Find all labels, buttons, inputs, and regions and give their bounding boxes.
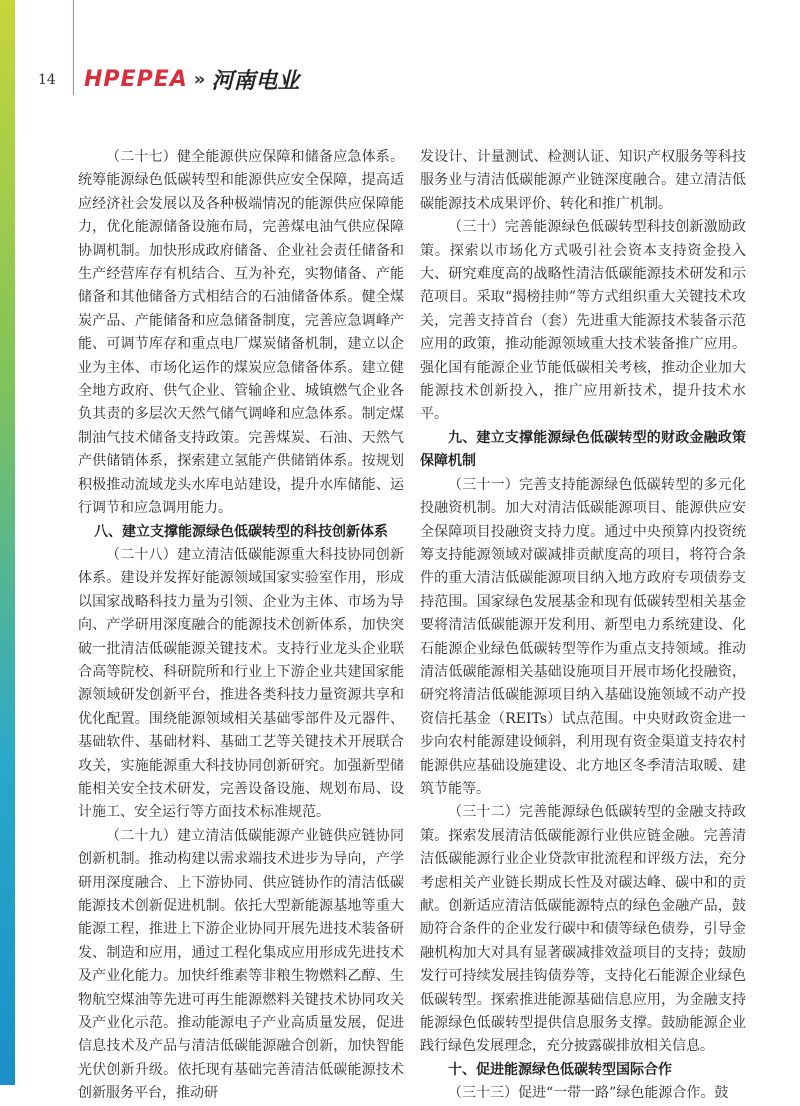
brand-chinese-title: 河南电业	[211, 68, 300, 94]
magazine-brand	[84, 64, 299, 95]
paragraph-27: （二十七）健全能源供应保障和储备应急体系。统筹能源绿色低碳转型和能源供应安全保障，提高适应经济社会发展以及各种极端情况的能源供应保障能力，优化能源储备设施布局，完善煤电油气供应保障协调机制。加快形成政府储备、企业社会责任储备和生产经营库存有机结合、互为补充，实物储备、产能储备和其他储备方式相结合的石油储备体系。健全煤炭产品、产能储备和应急储备制度，完善应急调峰产能、可调节库存和重点电厂煤炭储备机制，建立以企业为主体、市场化运作的煤炭应急储备体系。建立健全地方政府、供气企业、管输企业、城镇燃气企业各负其责的多层次天然气储气调峰和应急体系。制定煤制油气技术储备支持政策。完善煤炭、石油、天然气产供储销体系，探索建立氢能产供储销体系。按规划积极推动流域龙头水库电站建设，提升水库储能、运行调节和应急调用能力。	[78, 149, 404, 517]
decorative-sidebar-strip	[0, 0, 15, 1085]
paragraph-32: （三十二）完善能源绿色低碳转型的金融支持政策。探索发展清洁低碳能源行业供应链金融。完善清洁低碳能源行业企业贷款审批流程和评级方法，充分考虑相关产业链长期成长性及对碳达峰、碳中和的贡献。创新适应清洁低碳能源特点的绿色金融产品，鼓励符合条件的企业发行碳中和债等绿色债券，引导金融机构加大对具有显著碳减排效益项目的支持；鼓励发行可持续发展挂钩债券等，支持化石能源企业绿色低碳转型。探索推进能源基础信息应用，为金融支持能源绿色低碳转型提供信息服务支撑。鼓励能源企业践行绿色发展理念，充分披露碳排放相关信息。	[420, 804, 746, 1055]
left-column	[78, 146, 404, 1106]
right-column	[420, 146, 746, 1106]
brand-latin-logo: HPEPEA	[84, 67, 188, 92]
paragraph-29-continued: 发设计、计量测试、检测认证、知识产权服务等科技服务业与清洁低碳能源产业链深度融合。建立清洁低碳能源技术成果评价、转化和推广机制。	[420, 149, 746, 212]
paragraph-28: （二十八）建立清洁低碳能源重大科技协同创新体系。建设并发挥好能源领域国家实验室作用，形成以国家战略科技力量为引领、企业为主体、市场为导向、产学研用深度融合的能源技术创新体系，加快突破一批清洁低碳能源关键技术。支持行业龙头企业联合高等院校、科研院所和行业上下游企业共建国家能源领域研发创新平台，推进各类科技力量资源共享和优化配置。围绕能源领域相关基础零部件及元器件、基础软件、基础材料、基础工艺等关键技术开展联合攻关，实施能源重大科技协同创新研究。加强新型储能相关安全技术研发，完善设备设施、规划布局、设计施工、安全运行等方面技术标准规范。	[78, 546, 404, 821]
brand-separator: »	[193, 69, 206, 90]
section-heading-10: 十、促进能源绿色低碳转型国际合作	[448, 1061, 672, 1078]
page-number: 14	[38, 72, 56, 88]
section-heading-9: 九、建立支撑能源绿色低碳转型的财政金融政策保障机制	[420, 429, 746, 470]
header-divider	[73, 0, 74, 95]
paragraph-30: （三十）完善能源绿色低碳转型科技创新激励政策。探索以市场化方式吸引社会资本支持资金投入大、研究难度高的战略性清洁低碳能源技术研发和示范项目。采取“揭榜挂帅”等方式组织重大关键技术攻关，完善支持首台（套）先进重大能源技术装备示范应用的政策，推动能源领域重大技术装备推广应用。强化国有能源企业节能低碳相关考核，推动企业加大能源技术创新投入，推广应用新技术，提升技术水平。	[420, 219, 746, 423]
paragraph-31: （三十一）完善支持能源绿色低碳转型的多元化投融资机制。加大对清洁低碳能源项目、能源供应安全保障项目投融资支持力度。通过中央预算内投资统筹支持能源领域对碳减排贡献度高的项目，将符合条件的重大清洁低碳能源项目纳入地方政府专项债券支持范围。国家绿色发展基金和现有低碳转型相关基金要将清洁低碳能源开发利用、新型电力系统建设、化石能源企业绿色低碳转型等作为重点支持领域。推动清洁低碳能源相关基础设施项目开展市场化投融资，研究将清洁低碳能源项目纳入基础设施领域不动产投资信托基金（REITs）试点范围。中央财政资金进一步向农村能源建设倾斜，利用现有资金渠道支持农村能源供应基础设施建设、北方地区冬季清洁取暖、建筑节能等。	[420, 476, 746, 797]
paragraph-29: （二十九）建立清洁低碳能源产业链供应链协同创新机制。推动构建以需求端技术进步为导向，产学研用深度融合、上下游协同、供应链协作的清洁低碳能源技术创新促进机制。依托大型新能源基地等重大能源工程，推进上下游企业协同开展先进技术装备研发、制造和应用，通过工程化集成应用形成先进技术及产业化能力。加快纤维素等非粮生物燃料乙醇、生物航空煤油等先进可再生能源燃料关键技术协同攻关及产业化示范。推动能源电子产业高质量发展，促进信息技术及产品与清洁低碳能源融合创新，加快智能光伏创新升级。依托现有基础完善清洁低碳能源技术创新服务平台，推动研	[78, 827, 404, 1102]
paragraph-33: （三十三）促进“一带一路”绿色能源合作。鼓	[448, 1085, 729, 1102]
section-heading-8: 八、建立支撑能源绿色低碳转型的科技创新体系	[94, 523, 388, 540]
